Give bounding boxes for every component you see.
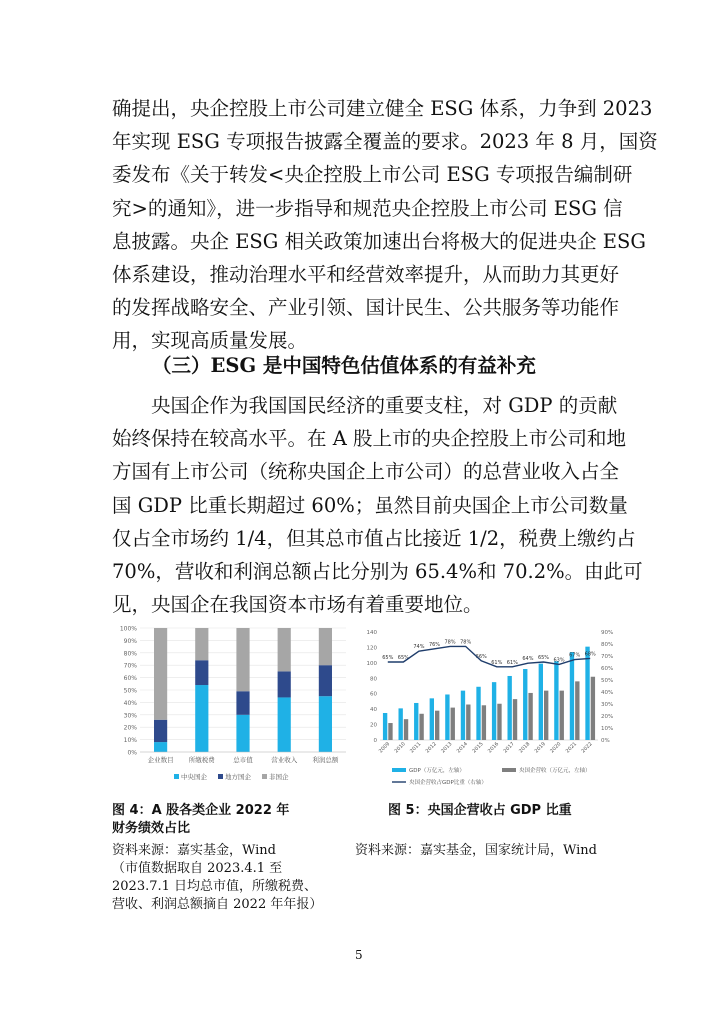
revenue-bar — [513, 699, 517, 740]
x-tick-label: 2018 — [518, 741, 532, 755]
revenue-bar — [466, 705, 470, 740]
legend-swatch — [262, 774, 267, 779]
paragraph-soe-importance — [112, 389, 643, 621]
gdp-bar — [430, 698, 434, 740]
figure4-source-line: 2023.7.1 日均总市值，所缴税费、 — [112, 879, 318, 894]
gdp-bar — [523, 669, 527, 740]
bar-segment — [236, 628, 249, 691]
paragraph-soe-line: 央国企作为我国国民经济的重要支柱，对 GDP 的贡献 — [151, 394, 618, 417]
bar-segment — [195, 628, 208, 660]
figure4-source-line: 资料来源：嘉实基金，Wind — [112, 843, 276, 858]
x-tick-label: 2021 — [564, 741, 579, 755]
ratio-data-label: 67% — [569, 652, 581, 659]
gdp-bar — [554, 661, 558, 740]
paragraph-soe-line: 70%，营收和利润总额占比分别为 65.4%和 70.2%。由此可 — [112, 560, 643, 584]
y-right-tick-label: 40% — [601, 690, 614, 696]
x-tick-label: 2009 — [377, 741, 392, 755]
figure4-source-line: （市值数据取自 2023.4.1 至 — [112, 861, 283, 876]
bar-segment — [154, 742, 167, 752]
revenue-bar — [528, 693, 532, 740]
figure4-caption — [112, 802, 289, 838]
ratio-data-label: 65% — [537, 655, 550, 661]
y-tick-label: 10% — [123, 737, 137, 745]
bar-segment — [195, 660, 208, 685]
y-right-tick-label: 60% — [601, 666, 614, 672]
paragraph-soe-line: 国 GDP 比重长期超过 60%；虽然目前央国企上市公司数量 — [112, 493, 628, 517]
y-tick-label: 40% — [123, 699, 137, 707]
figure4-chart — [112, 622, 352, 790]
figure4-source — [112, 842, 322, 914]
paragraph-soe-line: 始终保持在较高水平。在 A 股上市的央企控股上市公司和地 — [112, 427, 626, 451]
page-number: 5 — [355, 948, 363, 962]
revenue-bar — [419, 714, 423, 740]
y-left-tick-label: 120 — [366, 645, 377, 652]
revenue-bar — [482, 705, 486, 740]
revenue-bar — [560, 691, 564, 740]
paragraph-intro-line: 究>的通知》，进一步指导和规范央企控股上市公司 ESG 信 — [112, 196, 623, 220]
figure5-source-line: 资料来源：嘉实基金，国家统计局，Wind — [355, 843, 597, 858]
ratio-data-label: 66% — [475, 653, 487, 660]
revenue-bar — [575, 681, 579, 740]
bar-segment — [195, 685, 208, 752]
y-tick-label: 20% — [123, 724, 137, 732]
legend-label: 地方国企 — [225, 773, 251, 781]
legend-swatch — [218, 774, 223, 779]
revenue-bar — [435, 711, 439, 740]
bar-segment — [319, 628, 332, 665]
x-tick-label: 2022 — [580, 741, 594, 755]
x-tick-label: 2011 — [409, 741, 423, 755]
y-right-tick-label: 50% — [601, 678, 614, 684]
y-tick-label: 30% — [123, 712, 137, 720]
paragraph-intro-line: 用，实现高质量发展。 — [112, 329, 308, 353]
y-left-tick-label: 140 — [366, 630, 377, 636]
ratio-data-label: 78% — [460, 639, 472, 646]
y-right-tick-label: 10% — [601, 726, 614, 732]
y-left-tick-label: 0 — [373, 738, 377, 744]
figure5-caption: 图 5：央国企营收占 GDP 比重 — [388, 803, 572, 818]
figure4-caption-line1: 图 4：A 股各类企业 2022 年 — [112, 803, 290, 818]
bar-segment — [278, 671, 291, 697]
x-tick-label: 总市值 — [233, 756, 253, 764]
y-right-tick-label: 70% — [601, 654, 614, 660]
x-tick-label: 2013 — [440, 741, 454, 755]
x-tick-label: 企业数目 — [147, 756, 174, 764]
gdp-bar — [585, 647, 589, 740]
gdp-bar — [476, 687, 480, 740]
y-right-tick-label: 80% — [601, 642, 614, 648]
y-tick-label: 0% — [127, 749, 137, 757]
revenue-bar — [388, 723, 392, 740]
y-left-tick-label: 60 — [370, 691, 377, 698]
y-tick-label: 90% — [123, 637, 137, 645]
ratio-data-label: 78% — [444, 639, 456, 646]
x-tick-label: 2016 — [486, 741, 501, 755]
y-left-tick-label: 40 — [370, 707, 377, 714]
bar-segment — [154, 628, 167, 720]
x-tick-label: 2010 — [393, 741, 407, 755]
paragraph-intro-line: 体系建设，推动治理水平和经营效率提升，从而助力其更好 — [112, 263, 620, 287]
gdp-bar — [414, 703, 418, 740]
y-tick-label: 50% — [123, 687, 137, 695]
figure5-svg — [362, 622, 624, 794]
x-tick-label: 营业收入 — [271, 756, 298, 764]
paragraph-soe-line: 仅占全市场约 1/4，但其总市值占比接近 1/2，税费上缴约占 — [112, 526, 636, 550]
revenue-bar — [544, 691, 548, 740]
gdp-bar — [398, 708, 402, 740]
x-tick-label: 利润总额 — [312, 756, 339, 764]
y-tick-label: 80% — [123, 650, 137, 658]
bar-segment — [236, 715, 249, 752]
revenue-bar — [451, 708, 455, 740]
y-right-tick-label: 20% — [601, 714, 614, 720]
ratio-data-label: 63% — [553, 657, 565, 664]
ratio-data-label: 65% — [397, 655, 409, 661]
paragraph-intro-line: 的发挥战略安全、产业引领、国计民生、公共服务等功能作 — [112, 296, 620, 320]
legend-label-ratio: 央国企营收占GDP比重（右轴） — [409, 780, 487, 786]
ratio-data-label: 61% — [506, 659, 518, 666]
y-left-tick-label: 80 — [370, 676, 377, 683]
bar-segment — [319, 665, 332, 696]
revenue-bar — [404, 719, 408, 740]
ratio-data-label: 76% — [428, 641, 441, 648]
x-tick-label: 所缴税费 — [188, 756, 215, 764]
y-left-tick-label: 100 — [366, 660, 377, 667]
legend-label: 中央国企 — [181, 773, 207, 781]
x-tick-label: 2020 — [549, 741, 563, 755]
figure4-svg — [112, 622, 352, 790]
gdp-bar — [570, 652, 574, 740]
ratio-data-label: 61% — [491, 659, 503, 666]
figure4-source-line: 营收、利润总额摘自 2022 年年报） — [112, 897, 323, 912]
ratio-data-label: 65% — [382, 655, 394, 661]
figure5-source — [355, 842, 597, 860]
bar-segment — [278, 628, 291, 671]
ratio-data-label: 74% — [413, 644, 425, 651]
paragraph-soe-line: 方国有上市公司（统称央国企上市公司）的总营业收入占全 — [112, 460, 620, 484]
paragraph-intro-line: 年实现 ESG 专项报告披露全覆盖的要求。2023 年 8 月，国资 — [112, 130, 658, 154]
revenue-bar — [591, 677, 595, 740]
bar-segment — [278, 697, 291, 752]
gdp-bar — [507, 676, 511, 740]
bar-segment — [154, 720, 167, 742]
paragraph-soe-line: 见，央国企在我国资本市场有着重要地位。 — [112, 593, 483, 617]
y-tick-label: 70% — [123, 662, 137, 670]
y-tick-label: 60% — [123, 675, 137, 683]
bar-segment — [319, 696, 332, 752]
paragraph-intro-line: 息披露。央企 ESG 相关政策加速出台将极大的促进央企 ESG — [112, 229, 646, 253]
figure5-chart — [362, 622, 624, 794]
x-tick-label: 2019 — [533, 741, 547, 755]
x-tick-label: 2014 — [455, 741, 470, 755]
revenue-bar — [497, 704, 501, 740]
bar-segment — [236, 691, 249, 715]
legend-label: 非国企 — [269, 773, 289, 781]
section-heading: （三）ESG 是中国特色估值体系的有益补充 — [152, 354, 536, 377]
gdp-bar — [383, 713, 387, 740]
y-right-tick-label: 30% — [601, 702, 614, 708]
x-tick-label: 2015 — [471, 741, 485, 755]
gdp-bar — [461, 691, 465, 740]
legend-label-revenue: 央国企营收（万亿元，左轴） — [519, 768, 591, 774]
y-right-tick-label: 0% — [601, 738, 610, 744]
figure4-caption-line2: 财务绩效占比 — [112, 821, 191, 836]
legend-swatch-gdp — [392, 768, 406, 772]
gdp-bar — [492, 682, 496, 740]
ratio-data-label: 68% — [584, 651, 596, 658]
legend-swatch — [174, 774, 179, 779]
gdp-bar — [539, 664, 543, 740]
legend-swatch-revenue — [502, 768, 516, 772]
ratio-data-label: 64% — [522, 656, 534, 663]
paragraph-intro-line: 委发布《关于转发<央企控股上市公司 ESG 专项报告编制研 — [112, 163, 633, 187]
gdp-bar — [445, 694, 449, 740]
y-right-tick-label: 90% — [601, 630, 614, 636]
x-tick-label: 2012 — [424, 741, 438, 755]
y-left-tick-label: 20 — [370, 722, 377, 729]
paragraph-intro — [112, 92, 658, 358]
paragraph-intro-line: 确提出，央企控股上市公司建立健全 ESG 体系，力争到 2023 — [112, 97, 653, 120]
legend-label-gdp: GDP（万亿元，左轴） — [409, 768, 465, 774]
y-tick-label: 100% — [119, 625, 137, 633]
x-tick-label: 2017 — [502, 741, 516, 755]
